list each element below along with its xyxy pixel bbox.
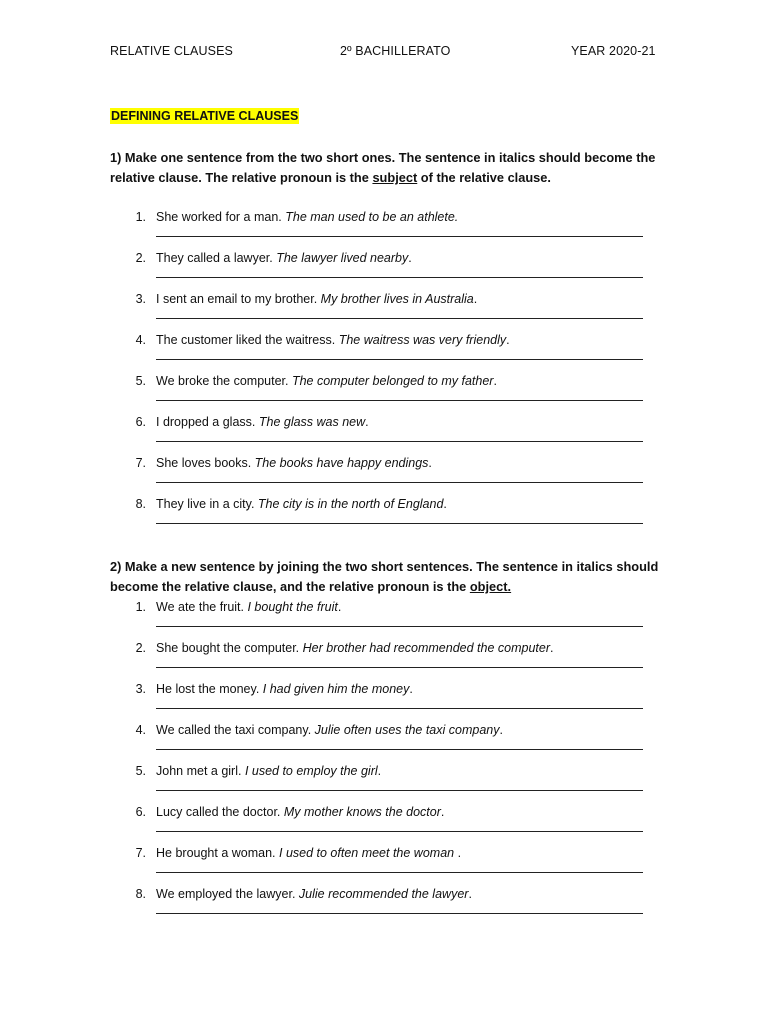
item-sentence xyxy=(156,886,472,902)
item-number: 4. xyxy=(135,333,146,347)
item-sentence xyxy=(156,640,553,656)
answer-line[interactable] xyxy=(156,790,643,791)
item-sentence xyxy=(156,763,381,779)
item-number: 3. xyxy=(135,682,146,696)
item-main-sentence: John met a girl. xyxy=(156,764,245,778)
section-title-highlighted: DEFINING RELATIVE CLAUSES xyxy=(111,109,299,123)
item-number: 3. xyxy=(135,292,146,306)
exercise-item xyxy=(0,332,768,373)
item-italic-clause: The waitress was very friendly xyxy=(338,333,507,347)
item-main-sentence: We broke the computer. xyxy=(156,374,292,388)
item-end-punctuation: . xyxy=(443,497,447,511)
item-italic-clause: The computer belonged to my father xyxy=(291,374,494,388)
answer-line[interactable] xyxy=(156,913,643,914)
exercise1-instruction xyxy=(110,148,670,188)
answer-line[interactable] xyxy=(156,523,643,524)
item-sentence xyxy=(156,681,413,697)
item-main-sentence: I sent an email to my brother. xyxy=(156,292,321,306)
exercise-item xyxy=(0,804,768,845)
item-end-punctuation: . xyxy=(457,846,462,860)
item-end-punctuation: . xyxy=(506,333,510,347)
exercise-item xyxy=(0,845,768,886)
item-italic-clause: The city is in the north of England xyxy=(257,497,444,511)
exercise1-instruction-end: of the relative clause. xyxy=(417,170,551,185)
header-left: RELATIVE CLAUSES xyxy=(110,44,233,58)
item-main-sentence: We called the taxi company. xyxy=(156,723,315,737)
exercise-item xyxy=(0,763,768,804)
item-sentence xyxy=(156,373,497,389)
item-main-sentence: The customer liked the waitress. xyxy=(156,333,339,347)
item-number: 1. xyxy=(135,600,146,614)
item-end-punctuation: . xyxy=(365,415,369,429)
item-italic-clause: Julie recommended the lawyer xyxy=(298,887,469,901)
item-italic-clause: The glass was new xyxy=(258,415,366,429)
item-sentence xyxy=(156,291,477,307)
exercise-item xyxy=(0,886,768,927)
exercise-item xyxy=(0,414,768,455)
item-end-punctuation: . xyxy=(473,292,478,306)
item-italic-clause: I used to employ the girl xyxy=(244,764,378,778)
item-end-punctuation: . xyxy=(428,456,432,470)
item-number: 8. xyxy=(135,497,146,511)
item-end-punctuation: . xyxy=(499,723,503,737)
item-main-sentence: Lucy called the doctor. xyxy=(156,805,284,819)
item-number: 6. xyxy=(135,805,146,819)
item-number: 7. xyxy=(135,456,146,470)
answer-line[interactable] xyxy=(156,359,643,360)
item-number: 6. xyxy=(135,415,146,429)
item-number: 5. xyxy=(135,764,146,778)
item-sentence xyxy=(156,209,458,225)
answer-line[interactable] xyxy=(156,236,643,237)
answer-line[interactable] xyxy=(156,441,643,442)
answer-line[interactable] xyxy=(156,318,643,319)
item-number: 2. xyxy=(135,641,146,655)
answer-line[interactable] xyxy=(156,708,643,709)
item-end-punctuation: . xyxy=(550,641,554,655)
item-main-sentence: I dropped a glass. xyxy=(156,415,259,429)
exercise-item xyxy=(0,722,768,763)
exercise2-instruction-text: 2) Make a new sentence by joining the two short sentences. The sentence in italics should become the relative clause, and the relative pronoun is the xyxy=(110,559,659,594)
answer-line[interactable] xyxy=(156,400,643,401)
exercise-item xyxy=(0,373,768,414)
exercise-item xyxy=(0,455,768,496)
exercise-item xyxy=(0,291,768,332)
item-main-sentence: She bought the computer. xyxy=(156,641,303,655)
item-main-sentence: He lost the money. xyxy=(156,682,263,696)
exercise1-instruction-text: 1) Make one sentence from the two short ones. The sentence in italics should become the relative clause. The relative pronoun is the xyxy=(110,150,656,185)
exercise-item xyxy=(0,599,768,640)
item-sentence xyxy=(156,250,412,266)
item-sentence xyxy=(156,804,444,820)
item-sentence xyxy=(156,332,510,348)
item-main-sentence: He brought a woman. xyxy=(156,846,279,860)
item-italic-clause: My mother knows the doctor xyxy=(283,805,441,819)
item-main-sentence: They live in a city. xyxy=(156,497,258,511)
item-number: 5. xyxy=(135,374,146,388)
item-italic-clause: Julie often uses the taxi company xyxy=(314,723,500,737)
answer-line[interactable] xyxy=(156,667,643,668)
item-main-sentence: We employed the lawyer. xyxy=(156,887,299,901)
answer-line[interactable] xyxy=(156,277,643,278)
item-italic-clause: The lawyer lived nearby xyxy=(276,251,409,265)
item-main-sentence: They called a lawyer. xyxy=(156,251,277,265)
item-main-sentence: She worked for a man. xyxy=(156,210,286,224)
answer-line[interactable] xyxy=(156,749,643,750)
item-sentence xyxy=(156,414,369,430)
item-number: 7. xyxy=(135,846,146,860)
item-end-punctuation: . xyxy=(493,374,497,388)
item-main-sentence: We ate the fruit. xyxy=(156,600,248,614)
exercise-item xyxy=(0,209,768,250)
item-italic-clause: Her brother had recommended the computer xyxy=(302,641,550,655)
item-end-punctuation: . xyxy=(440,805,445,819)
item-end-punctuation: . xyxy=(408,251,412,265)
item-end-punctuation: . xyxy=(468,887,472,901)
item-number: 4. xyxy=(135,723,146,737)
answer-line[interactable] xyxy=(156,831,643,832)
exercise-item xyxy=(0,640,768,681)
item-main-sentence: She loves books. xyxy=(156,456,255,470)
item-sentence xyxy=(156,496,447,512)
item-italic-clause: I had given him the money xyxy=(262,682,410,696)
item-end-punctuation: . xyxy=(377,764,382,778)
item-sentence xyxy=(156,455,432,471)
item-end-punctuation: . xyxy=(337,600,342,614)
answer-line[interactable] xyxy=(156,872,643,873)
item-italic-clause: The man used to be an athlete. xyxy=(285,210,459,224)
item-number: 2. xyxy=(135,251,146,265)
exercise1-instruction-underlined: subject xyxy=(372,170,418,185)
exercise2-instruction xyxy=(110,557,670,597)
item-number: 1. xyxy=(135,210,146,224)
item-number: 8. xyxy=(135,887,146,901)
exercise-item xyxy=(0,681,768,722)
exercise-item xyxy=(0,250,768,291)
item-end-punctuation: . xyxy=(409,682,413,696)
answer-line[interactable] xyxy=(156,482,643,483)
item-italic-clause: The books have happy endings xyxy=(254,456,429,470)
exercise2-instruction-underlined: object. xyxy=(469,579,512,594)
item-italic-clause: My brother lives in Australia xyxy=(320,292,474,306)
header-middle: 2º BACHILLERATO xyxy=(340,44,451,58)
item-italic-clause: I bought the fruit xyxy=(247,600,338,614)
item-sentence xyxy=(156,722,503,738)
answer-line[interactable] xyxy=(156,626,643,627)
exercise-item xyxy=(0,496,768,537)
header-right: YEAR 2020-21 xyxy=(571,44,656,58)
item-italic-clause: I used to often meet the woman xyxy=(279,846,458,860)
item-sentence xyxy=(156,845,461,861)
item-sentence xyxy=(156,599,341,615)
